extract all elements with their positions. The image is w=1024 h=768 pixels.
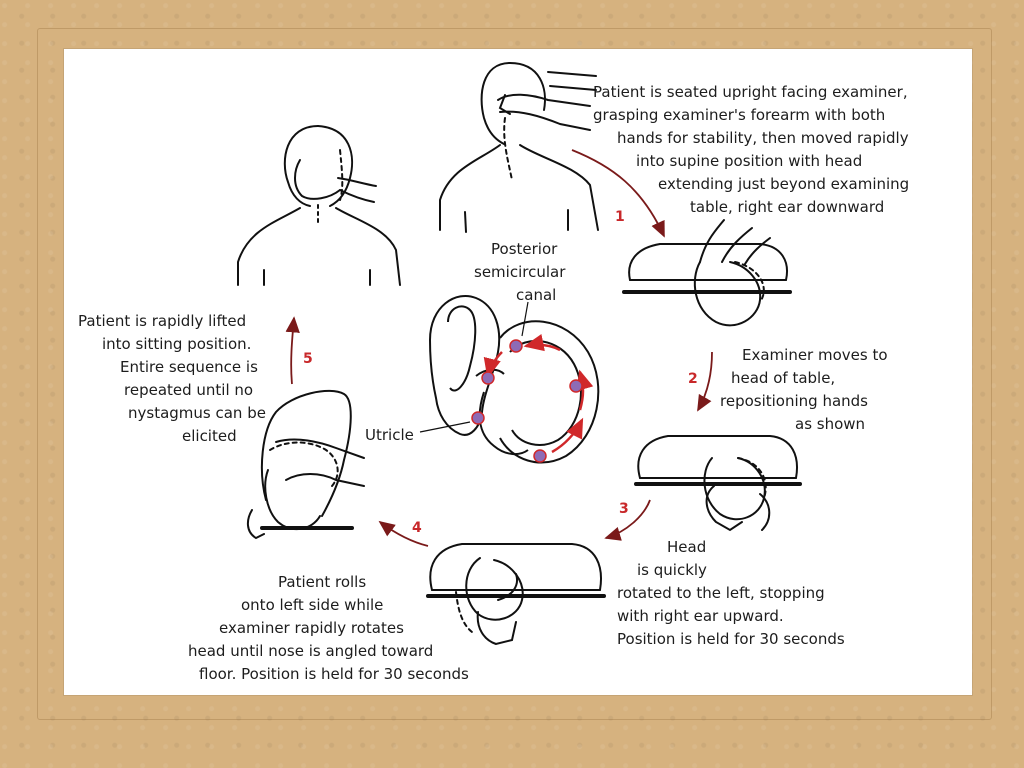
otolith-5: [534, 450, 546, 462]
caption-step-1-line: grasping examiner's forearm with both: [593, 106, 886, 124]
figure-examiner-at-head: [636, 436, 800, 530]
caption-step-5-line: Entire sequence is: [120, 358, 258, 376]
caption-step-4-line: Patient rolls: [278, 573, 367, 591]
figure-head-rotated-left: [428, 544, 604, 644]
caption-step-5-line: elicited: [182, 427, 237, 445]
caption-step-4-line: onto left side while: [241, 596, 384, 614]
caption-step-3: [617, 538, 845, 648]
caption-step-3-line: is quickly: [637, 561, 707, 579]
sequence-arrows: [291, 150, 712, 546]
canal-label-line: canal: [516, 286, 557, 304]
otolith-2: [482, 372, 494, 384]
caption-step-5-line: nystagmus can be: [128, 404, 266, 422]
canal-label-line: Posterior: [491, 240, 558, 258]
caption-step-3-line: with right ear upward.: [617, 607, 784, 625]
caption-step-4-line: examiner rapidly rotates: [219, 619, 404, 637]
figure-seated-start: [440, 63, 598, 232]
caption-step-1-line: hands for stability, then moved rapidly: [617, 129, 909, 147]
caption-step-3-line: Position is held for 30 seconds: [617, 630, 845, 648]
caption-step-2-line: Examiner moves to: [742, 346, 888, 364]
canal-label-line: semicircular: [474, 263, 566, 281]
otolith-3: [472, 412, 484, 424]
caption-step-2-line: repositioning hands: [720, 392, 868, 410]
caption-step-5: [78, 312, 266, 445]
caption-step-3-line: Head: [667, 538, 707, 556]
canal-label: [474, 240, 566, 304]
arrow-step-5: [291, 318, 294, 384]
arrow-step-2: [698, 352, 712, 410]
caption-step-4-line: head until nose is angled toward: [188, 642, 434, 660]
inner-ear-anatomy: [420, 296, 598, 462]
caption-step-2-line: as shown: [795, 415, 866, 433]
step-number-5: 5: [303, 351, 313, 367]
caption-step-1-line: table, right ear downward: [690, 198, 885, 216]
caption-step-2: [720, 346, 888, 433]
caption-step-4: [188, 573, 469, 683]
caption-step-2-line: head of table,: [731, 369, 836, 387]
caption-step-1-line: Patient is seated upright facing examiner,: [593, 83, 908, 101]
otolith-4: [570, 380, 582, 392]
caption-step-3-line: rotated to the left, stopping: [617, 584, 825, 602]
caption-step-1-line: extending just beyond examining: [658, 175, 910, 193]
caption-step-5-line: Patient is rapidly lifted: [78, 312, 247, 330]
utricle-label: Utricle: [365, 426, 414, 444]
step-number-3: 3: [619, 501, 629, 517]
caption-step-5-line: into sitting position.: [102, 335, 252, 353]
step-number-4: 4: [412, 520, 422, 536]
step-number-1: 1: [615, 209, 625, 225]
caption-step-5-line: repeated until no: [124, 381, 254, 399]
otolith-1: [510, 340, 522, 352]
figure-supine-right-ear-down: [624, 220, 790, 325]
caption-step-1-line: into supine position with head: [636, 152, 863, 170]
figure-seated-end: [238, 126, 400, 285]
caption-step-4-line: floor. Position is held for 30 seconds: [199, 665, 469, 683]
step-number-2: 2: [688, 371, 698, 387]
